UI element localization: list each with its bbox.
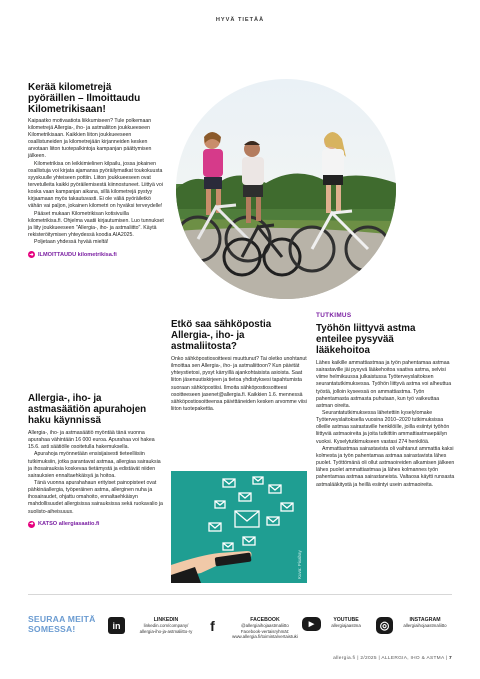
publication-info: allergia.fi | 2/2025 | ALLERGIA, IHO & ASTMA | [333,656,448,661]
article-kicker: TUTKIMUS [316,312,352,319]
article-email [171,320,307,413]
email-illustration [171,471,307,583]
article-tutkimus [316,312,456,489]
cyclists-photo [176,79,396,299]
page-footer [333,656,452,661]
envelopes-illustration [171,471,307,583]
instagram-icon: ◎ [376,617,393,634]
follow-us-heading: SEURAA MEITÄ SOMESSA! [28,614,96,634]
article-kilometrikisa-title: Kerää kilometrejä pyöräillen – Ilmoittaudu Kilometrikisaan! [28,82,141,116]
social-youtube[interactable]: ▶ YOUTUBE allergiajaastma [302,617,366,631]
article-apurahat-body: Allergia-, iho- ja astmasäätiö myöntää tänä vuonna apurahaa vähintään 16 000 euroa. Apurahaa voi hakea 15.6. asti säätiölle osoitetulla hakemuksella. Apurahoja myönnetään ensisijaisesti tieteelliisiin tutkimuksiin, jotka parantavat astmaa, allergiaa sairauksia ja ihosairauksia koskevaa tietämystä ja edistävät niiden sairauksien ennaltaehkäisyä ja hoitoa. Tänä vuonna apurahahaun erityiset painopisteet ovat pähkinäallergia, työperäinen astma, allerginen nuha ja ihosairaudet, ohjattu omahoito, ennaltaehkäisyn mahdollisuudet allergisissa sairauksissa sekä ruokavalio ja suolisto-aiheisuuus. [28,429,163,515]
kilometrikisa-link[interactable]: ➜ ILMOITTAUDU kilometrikisa.fi [29,251,117,258]
page-number: 7 [449,656,452,661]
linkedin-icon: in [108,617,125,634]
allergiasaatio-link[interactable]: ➜ KATSO allergiasaatio.fi [29,521,100,528]
article-email-body: Onko sähköpostiosoitteesi muuttunut? Tai oletko unohtanut ilmoittaa sen Allergia-, iho- ja astmaliittoon? Kun päivität yhteystietosi, pysyt kärryillä ajankohtaisista asioista. Saat liiton jäsenuutiskirjeen ja tietoa yhdistyksesi tapahtumista suoraan sähköpostiisi. Ilmoita sähköpostiosoitteesi osoitteeseen jasenet@allergia.fi. Kaikkien 1.6. mennessä sähköpostiosoitteensa päivittäneiden kesken arvomme viisi liiton tuotepakettia. [171,355,307,412]
section-label: HYVÄ TIETÄÄ [215,17,265,23]
article-kilometrikisa-body: Kaipaatko motivaatiota liikkumiseen? Tule polkemaan kilometrejä Allergia-, iho- ja astmaliiton joukkueeseen Kilometrikisaan. Kaikkien liiton joukkueeseen osallistuneiden ja kilometrejään kirjanneiden kesken arvotaan liiton tuotepalkintoja kampanjan päättymisen jälkeen. Kilometrikisa on leikkimielinen kilpailu, jossa jokainen osallistuja voi kirjata ajamansa pyöräilymatkat toukokuusta syyskuulle yhteiseen pottiin. Liiton joukkueeseen ovat tervetulleita kaikki pyöräilemisestä kiinnostuneet. Liittyä voi koska vaan kampanjan aikana, sillä kilometrejä pystyy kirjaamaan myös takautuvasti. Ei ole väliä pyöräiletkö vähän vai paljon, jokainen kilometri on hyväksi terveydelle! Pääset mukaan Kilometrikisan kotisivuilla kilometrikisa.fi. Ohjelma vaatii kirjautumisen. Luo tunnukset ja liity joukkueeseen "Allergia-, iho- ja astmaliitto". Käytä rekisteröitymisen yhteydessä koodia AIA2025. Poljetaan yhdessä hyvää mieltä! [28,117,164,246]
article-tutkimus-body: Lähes kaikille ammattiastmaa ja työn pahentamaa astmaa sairastaville jäi pysyvä lääkehoitoa vaativa astma, selvisi viime helmikuussa julkaistussa Työterveyslaitoksen seurantatutkimuksessa. Työhön liittyvä astma voi alheuttua työstä, jolloin kyseessä on ammattiastma. Työn pahentamasta astmasta puhutaan, kun työ vaikeuttaa astman oireita. Seurantatutkimuksessa lähetettiin kyselylomake Työterveyslaitoksella vuosina 2010–2020 tutkimuksissa olleille astmaa sairastaville henkilöille, joilla esiintyi työhön liittyviä astmaoireita ja joita tutkittiin ammattiastmaepäilyn vuoksi. Kyselytutkimukseen vastasi 274 henkilöä. Ammattiastmaa sairastavista oli vaihtanut ammattia kaksi kolmesta ja työn pahentamaa astmaa sairastavista lähes puolet. Työttömänä oli ollut astmaoireiden alkamisen jälkeen lähes puolet ammattiastmaa ja lähes kolmannes työn pahentamaa astmaa sairastaneista. Valtaosa käytti runsasta astmalääkitystä ja heillä esiintyi usein astmaoireita. [316,359,455,488]
arrow-right-icon: ➜ [29,251,34,258]
social-linkedin[interactable]: in LINKEDIN linkedin.com/company/ allergia-iho-ja-astmaliitto-ry [108,617,202,634]
photo-credit: Kuva: Pixabay [297,550,302,579]
youtube-icon: ▶ [302,617,321,631]
article-apurahat-title: Allergia-, iho- ja astmasäätiön apurahojen haku käynnissä [28,393,147,426]
article-email-title: Etkö saa sähköpostia Allergia-, iho- ja astmaliitosta? [171,319,272,352]
social-facebook[interactable]: f FACEBOOK @allergiaihojaastmaliitto Facebook-vertaisryhmät: www.allergia.fi/toiminta/vertaistuki [204,617,305,640]
social-instagram[interactable]: ◎ INSTAGRAM allergiaihojaastmaliitto [376,617,453,634]
article-kilometrikisa [28,82,164,258]
article-tutkimus-title: Työhön liittyvä astma enteilee pysyvää lääkehoitoa [316,323,416,356]
article-apurahat [28,394,164,528]
arrow-right-icon: ➜ [29,521,34,528]
footer-divider [28,594,452,595]
facebook-icon: f [210,617,215,634]
cyclists-illustration [176,79,396,299]
